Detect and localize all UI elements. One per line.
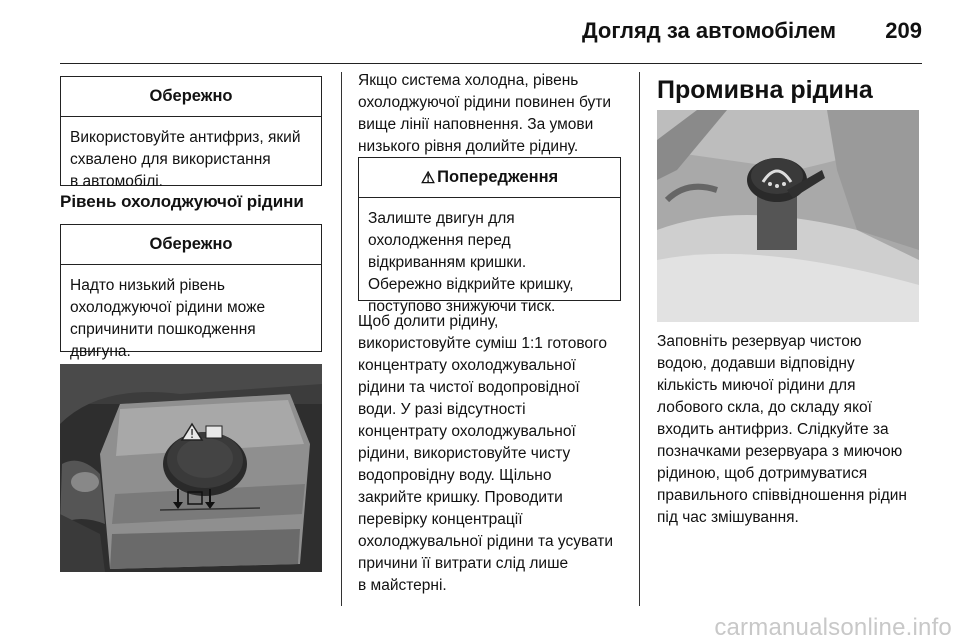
caution-line: Надто низький рівень — [70, 277, 225, 294]
caution-line: двигуна. — [70, 343, 131, 360]
coolant-intro-paragraph — [358, 70, 628, 158]
warning-line: Залиште двигун для — [368, 210, 515, 227]
text-line: лобового скла, до складу якої — [657, 399, 872, 416]
text-line: охолоджувальної рідини та усувати — [358, 533, 614, 550]
washer-fluid-paragraph — [657, 331, 932, 529]
warning-line: охолодження перед — [368, 232, 511, 249]
warning-triangle-icon: ⚠ — [420, 169, 436, 187]
text-line: використовуйте суміш 1:1 готового — [358, 335, 607, 352]
page-header-title: Догляд за автомобілем — [581, 18, 836, 43]
warning-text — [359, 198, 620, 318]
caution-text — [61, 117, 321, 193]
text-line: води. У разі відсутності — [358, 401, 526, 418]
text-line: концентрату охолоджувальної — [358, 423, 576, 440]
text-line: під час змішування. — [657, 509, 799, 526]
column-divider-2 — [639, 72, 640, 606]
caution-text — [61, 265, 321, 363]
text-line: водопровідну воду. Щільно — [358, 467, 552, 484]
section-heading-washer-fluid: Промивна рідина — [657, 76, 873, 104]
watermark: carmanualsonline.info — [714, 614, 952, 641]
text-line: рідини, використовуйте чисту — [358, 445, 571, 462]
text-line: закрийте кришку. Проводити — [358, 489, 563, 506]
text-line: низького рівня долийте рідину. — [358, 138, 579, 155]
text-line: водою, додавши відповідну — [657, 355, 855, 372]
text-line: входить антифриз. Слідкуйте за — [657, 421, 889, 438]
caution-line: Використовуйте антифриз, який — [70, 129, 301, 146]
warning-line: Обережно відкрийте кришку, — [368, 276, 574, 293]
coolant-topup-paragraph — [358, 311, 633, 597]
caution-box-low-coolant — [60, 224, 322, 360]
page-header — [60, 0, 922, 64]
warning-title — [359, 158, 620, 198]
text-line: причини її витрати слід лише — [358, 555, 569, 572]
caution-title: Обережно — [61, 77, 321, 117]
text-line: правильного співвідношення рідин — [657, 487, 907, 504]
text-line: вище лінії наповнення. За умови — [358, 116, 594, 133]
text-line: позначками резервуара з миючою — [657, 443, 903, 460]
text-line: перевірку концентрації — [358, 511, 523, 528]
column-divider-1 — [341, 72, 342, 606]
text-line: рідиною, щоб дотримуватися — [657, 465, 868, 482]
washer-reservoir-photo — [657, 110, 919, 322]
text-line: Щоб долити рідину, — [358, 313, 499, 330]
text-line: Якщо система холодна, рівень — [358, 72, 579, 89]
caution-line: в автомобілі. — [70, 173, 163, 190]
caution-box-antifreeze — [60, 76, 322, 190]
text-line: рідини та чистої водопровідної — [358, 379, 580, 396]
caution-line: спричинити пошкодження — [70, 321, 256, 338]
caution-line: охолоджуючої рідини може — [70, 299, 266, 316]
page-number: 209 — [885, 18, 922, 43]
text-line: кількість миючої рідини для — [657, 377, 856, 394]
text-line: концентрату охолоджувальної — [358, 357, 576, 374]
warning-line: поступово знижуючи тиск. — [368, 298, 556, 315]
section-heading-coolant-level: Рівень охолоджуючої рідини — [60, 192, 304, 211]
caution-title: Обережно — [61, 225, 321, 265]
text-line: охолоджуючої рідини повинен бути — [358, 94, 612, 111]
caution-line: схвалено для використання — [70, 151, 271, 168]
warning-box — [358, 157, 621, 315]
text-line: в майстерні. — [358, 577, 447, 594]
warning-line: відкриванням кришки. — [368, 254, 527, 271]
text-line: Заповніть резервуар чистою — [657, 333, 862, 350]
coolant-reservoir-photo — [60, 364, 322, 572]
warning-title-text: Попередження — [437, 168, 559, 186]
svg-text:!: ! — [189, 427, 195, 441]
